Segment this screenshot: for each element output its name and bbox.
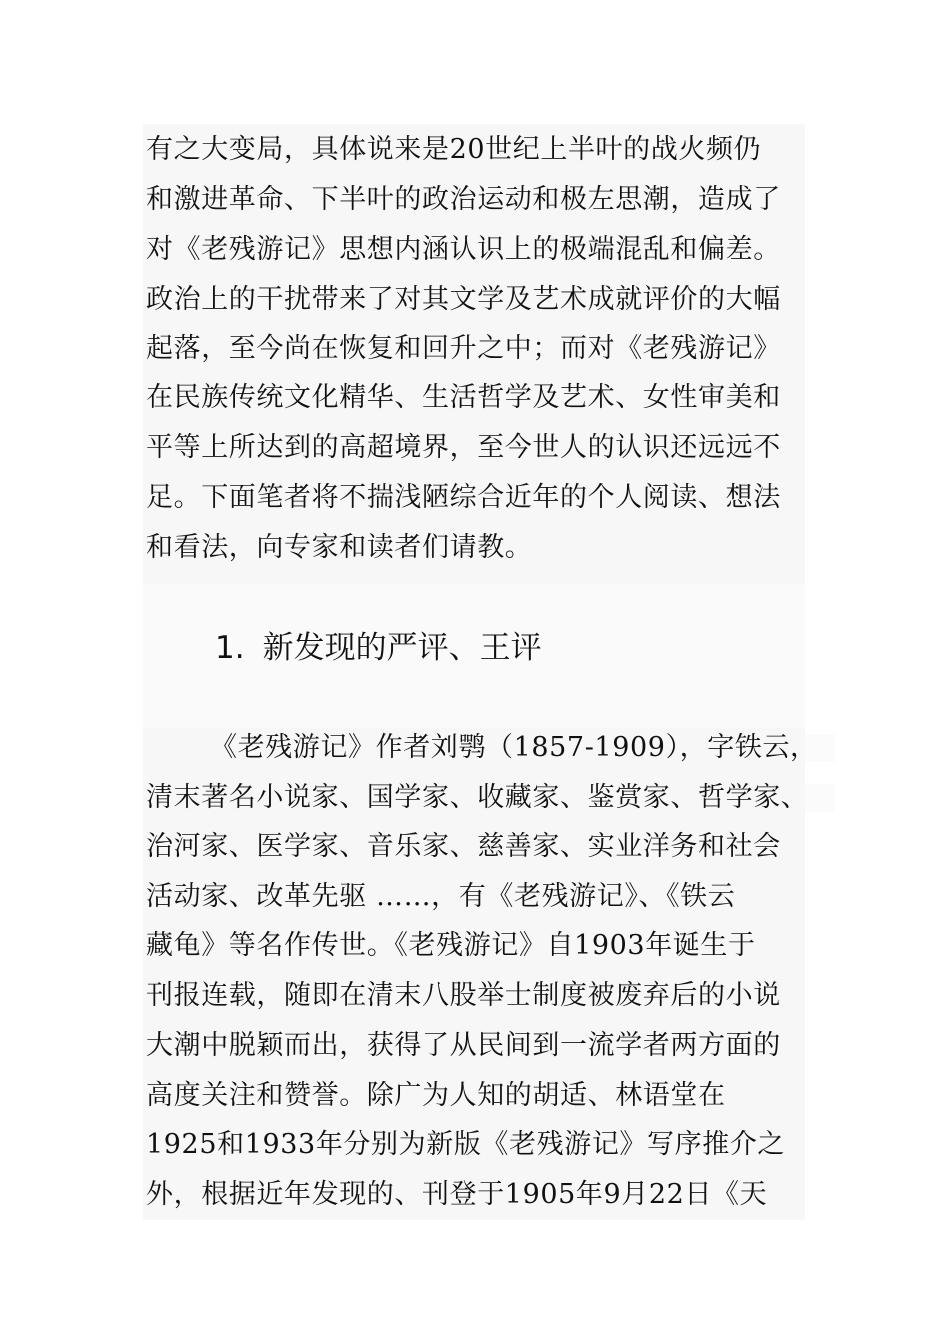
section-title: 新发现的严评、王评 xyxy=(262,630,542,666)
text-line: 起落，至今尚在恢复和回升之中；而对《老残游记》 xyxy=(146,333,781,364)
text-line: 活动家、改革先驱 ……，有《老残游记》、《铁云 xyxy=(146,881,736,912)
text-line: 政治上的干扰带来了对其文学及艺术成就评价的大幅 xyxy=(146,284,781,315)
text-line: 外，根据近年发现的、刊登于1905年9月22日《天 xyxy=(146,1179,768,1210)
text-line: 高度关注和赞誉。除广为人知的胡适、林语堂在 xyxy=(146,1080,726,1111)
text-line: 清末著名小说家、国学家、收藏家、鉴赏家、哲学家、 xyxy=(146,782,809,813)
text-background xyxy=(805,784,835,812)
section-heading xyxy=(215,624,542,672)
text-line: 刊报连载，随即在清末八股举士制度被废弃后的小说 xyxy=(146,980,781,1011)
text-line: 平等上所达到的高超境界，至今世人的认识还远远不 xyxy=(146,432,781,463)
section-number: 1. xyxy=(215,630,245,666)
text-line: 和激进革命、下半叶的政治运动和极左思潮，造成了 xyxy=(146,184,781,215)
text-line: 大潮中脱颖而出，获得了从民间到一流学者两方面的 xyxy=(146,1030,781,1061)
text-line: 和看法，向专家和读者们请教。 xyxy=(146,532,533,563)
text-line: 治河家、医学家、音乐家、慈善家、实业洋务和社会 xyxy=(146,831,781,862)
text-line: 在民族传统文化精华、生活哲学及艺术、女性审美和 xyxy=(146,382,781,413)
text-line: 藏龟》等名作传世。《老残游记》自1903年诞生于 xyxy=(146,930,756,961)
text-line: 1925和1933年分别为新版《老残游记》写序推介之 xyxy=(146,1129,786,1160)
text-line: 有之大变局，具体说来是20世纪上半叶的战火频仍 xyxy=(146,134,762,165)
text-line: 对《老残游记》思想内涵认识上的极端混乱和偏差。 xyxy=(146,234,781,265)
text-line: 《老残游记》作者刘鹗（1857-1909），字铁云， xyxy=(210,732,818,763)
text-line: 足。下面笔者将不揣浅陋综合近年的个人阅读、想法 xyxy=(146,482,781,513)
